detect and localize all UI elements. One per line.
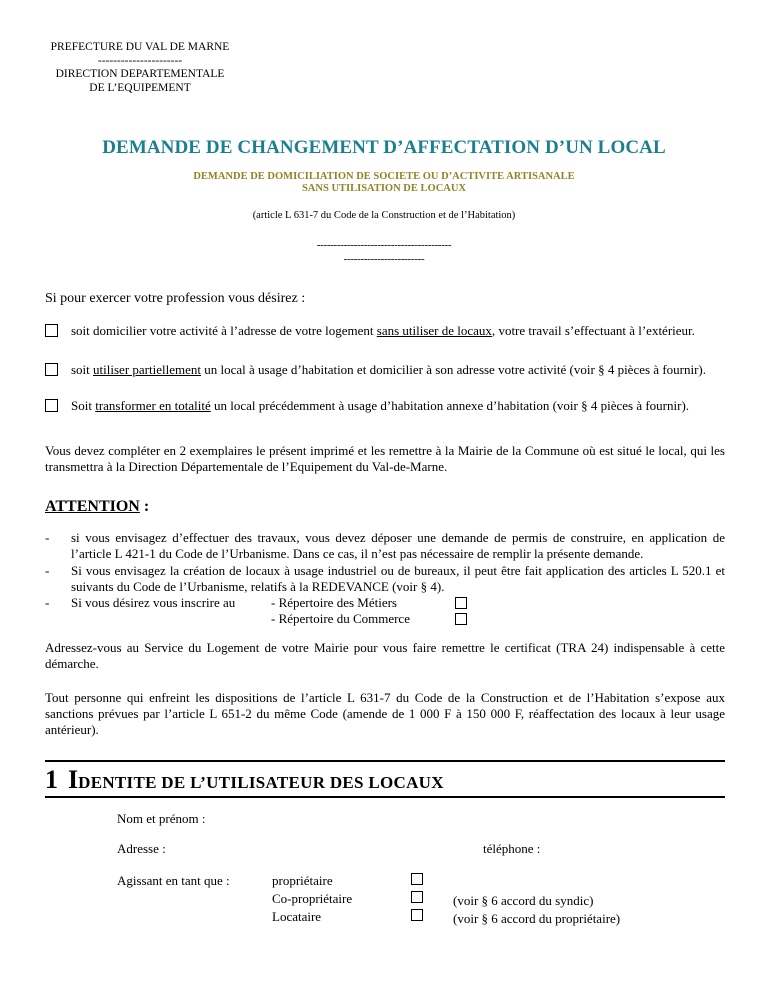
address-label: Adresse : xyxy=(117,841,166,856)
header-line: DIRECTION DEPARTEMENTALE xyxy=(55,68,225,80)
register-metiers-checkbox[interactable] xyxy=(455,597,467,609)
role-coowner-label: Co-propriétaire xyxy=(272,891,353,906)
option-text: soit utiliser partiellement un local à usage d’habitation et domicilier à son adresse votre activité (voir § 4 pièces à fournir). xyxy=(71,362,706,377)
register-commerce-checkbox[interactable] xyxy=(455,613,467,625)
intro-text: Si pour exercer votre profession vous désirez : xyxy=(45,291,306,306)
header-line: DE L’EQUIPEMENT xyxy=(89,81,191,94)
role-tenant-checkbox[interactable] xyxy=(411,909,423,921)
attention-item: - Si vous désirez vous inscrire au xyxy=(45,595,236,610)
acting-as-label: Agissant en tant que : xyxy=(117,873,230,888)
name-label: Nom et prénom : xyxy=(117,811,206,826)
sanctions-paragraph: Tout personne qui enfreint les dispositions de l’article L 631-7 du Code de la Construction et de l’Habitation s’expose aux sanctions prévues par l’article L 651-2 du même Code (amende de 1 000 F à 150 000 F, réaffectation des locaux à leur usage antérieur). xyxy=(45,690,725,737)
attention-heading: ATTENTION : xyxy=(45,498,150,515)
option-checkbox[interactable] xyxy=(45,363,58,376)
role-tenant-label: Locataire xyxy=(272,909,322,924)
header-line: ---------------------- xyxy=(97,54,183,67)
register-commerce-label: - Répertoire du Commerce xyxy=(271,611,410,626)
option-checkbox[interactable] xyxy=(45,324,58,337)
separator-line: ------------------------ xyxy=(343,253,425,265)
role-coowner-note: (voir § 6 accord du syndic) xyxy=(453,893,594,908)
option-domicile xyxy=(45,323,725,339)
header-line: PREFECTURE DU VAL DE MARNE xyxy=(50,41,230,53)
form-subtitle xyxy=(0,171,768,195)
article-reference: (article L 631-7 du Code de la Construction et de l’Habitation) xyxy=(252,210,516,221)
form-title: DEMANDE DE CHANGEMENT D’AFFECTATION D’UN LOCAL xyxy=(102,137,666,158)
role-tenant-note: (voir § 6 accord du propriétaire) xyxy=(453,911,621,926)
option-full-transform xyxy=(45,398,725,414)
option-partial-use xyxy=(45,362,725,378)
option-checkbox[interactable] xyxy=(45,399,58,412)
section-rule-bottom xyxy=(45,796,725,798)
role-owner-label: propriétaire xyxy=(272,873,333,888)
service-note: Adressez-vous au Service du Logement de votre Mairie pour vous faire remettre le certificat (TRA 24) indispensable à cette démarche. xyxy=(45,640,725,671)
subtitle-line: SANS UTILISATION DE LOCAUX xyxy=(301,183,467,194)
role-owner-checkbox[interactable] xyxy=(411,873,423,885)
separator xyxy=(0,238,768,266)
register-metiers-label: - Répertoire des Métiers xyxy=(271,595,397,610)
option-text: Soit transformer en totalité un local précédemment à usage d’habitation annexe d’habitation (voir § 4 pièces à fournir). xyxy=(71,398,690,413)
section-number: 1 xyxy=(45,765,58,794)
issuer-header xyxy=(30,41,250,95)
section-rule-top xyxy=(45,760,725,762)
phone-label: téléphone : xyxy=(483,841,541,856)
attention-item: - si vous envisagez d’effectuer des travaux, vous devez déposer une demande de permis de construire, en application de l’article L 421-1 du Code de l’Urbanisme. Dans ce cas, il n’est pas nécessaire de remplir la présente demande. xyxy=(45,530,725,561)
instructions-paragraph: Vous devez compléter en 2 exemplaires le présent imprimé et les remettre à la Mairie de la Commune où est situé le local, qui les transmettra à la Direction Départementale de l’Equipement du Val-de-Marne. xyxy=(45,443,725,474)
subtitle-line: DEMANDE DE DOMICILIATION DE SOCIETE OU D’ACTIVITE ARTISANALE xyxy=(193,171,575,182)
section-1-heading: 1 IDENTITE DE L’UTILISATEUR DES LOCAUX xyxy=(45,765,444,794)
role-coowner-checkbox[interactable] xyxy=(411,891,423,903)
separator-line: ---------------------------------------- xyxy=(316,239,452,251)
option-text: soit domicilier votre activité à l’adresse de votre logement sans utiliser de locaux, votre travail s’effectuant à l’extérieur. xyxy=(71,323,695,338)
attention-item: - Si vous envisagez la création de locaux à usage industriel ou de bureaux, il peut être fait application des articles L 520.1 et suivants du Code de l’Urbanisme, relatifs à la REDEVANCE (voir § 4). xyxy=(45,563,725,594)
